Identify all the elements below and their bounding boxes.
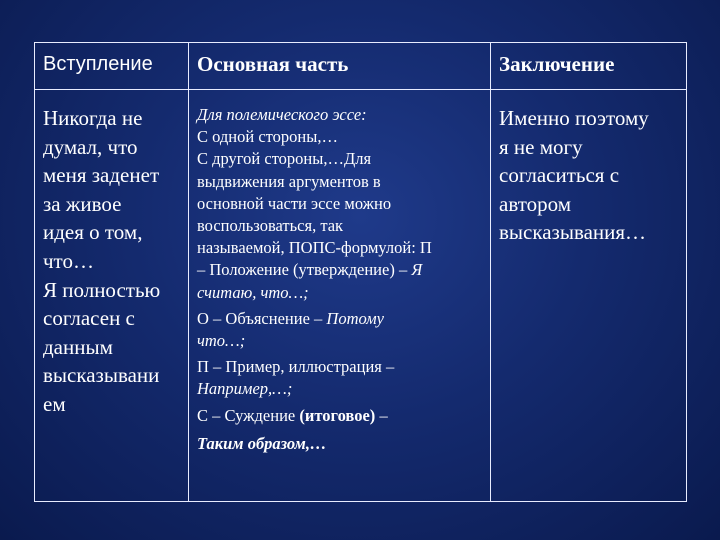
intro-line: идея о том, (43, 220, 143, 245)
table-body-row (35, 90, 687, 502)
intro-line: за живое (43, 191, 122, 216)
header-cell-conclusion (491, 43, 687, 90)
popc-c-line (197, 405, 484, 427)
popc-c-prefix: С – Суждение (197, 405, 296, 425)
header-cell-main (189, 43, 491, 90)
intro-line: меня заденет (43, 163, 160, 188)
intro-cell (35, 90, 189, 502)
args-line: выдвижения аргументов в (197, 171, 381, 191)
conclusion-line: автором (499, 191, 572, 216)
conclusion-line: высказывания… (499, 220, 647, 245)
args-line: основной части эссе можно (197, 193, 392, 213)
header-main: Основная часть (197, 52, 349, 76)
conclusion-line: Именно поэтому (499, 106, 649, 130)
header-intro: Вступление (43, 53, 153, 75)
popc-p-italic: Я (411, 260, 423, 280)
intro-line: что… (43, 248, 94, 273)
header-cell-intro (35, 43, 189, 90)
intro-line: данным (43, 334, 113, 359)
conclusion-line: я не могу (499, 134, 583, 159)
popc-o-line (197, 308, 484, 330)
popc-p-italic-line: считаю, что…; (197, 282, 309, 302)
popc-p2-line: П – Пример, иллюстрация – (197, 357, 395, 377)
essay-structure-table (34, 42, 687, 502)
conclusion-text (491, 90, 686, 247)
final-phrase: Таким образом,… (197, 433, 327, 453)
popc-o-prefix: О – Объяснение – (197, 308, 323, 328)
intro-line: думал, что (43, 134, 138, 159)
conclusion-cell (491, 90, 687, 502)
conclusion-line: согласиться с (499, 163, 620, 188)
one-side-line: С одной стороны,… (197, 127, 338, 147)
intro-line: ем (43, 391, 66, 416)
intro-line: согласен с (43, 306, 135, 331)
popc-p-line (197, 259, 484, 281)
popc-c-bold: (итоговое) (299, 405, 376, 425)
popc-o-italic-line: что…; (197, 331, 246, 351)
other-side-line: С другой стороны,…Для (197, 149, 372, 169)
popc-o-italic: Потому (326, 308, 384, 328)
intro-text (35, 90, 188, 419)
popc-p2-italic-line: Например,…; (197, 379, 293, 399)
main-cell (189, 90, 491, 502)
table-header-row (35, 43, 687, 90)
args-line: называемой, ПОПС-формулой: П (197, 238, 432, 258)
header-conclusion: Заключение (499, 52, 615, 76)
intro-line: Я полностью (43, 277, 161, 302)
polemic-label: Для полемического эссе: (197, 105, 367, 124)
intro-line: Никогда не (43, 106, 143, 130)
intro-line: высказывани (43, 363, 160, 388)
popc-p-prefix: – Положение (утверждение) – (197, 260, 408, 280)
main-text (189, 90, 490, 455)
args-line: воспользоваться, так (197, 216, 344, 236)
popc-c-suffix: – (379, 405, 388, 425)
